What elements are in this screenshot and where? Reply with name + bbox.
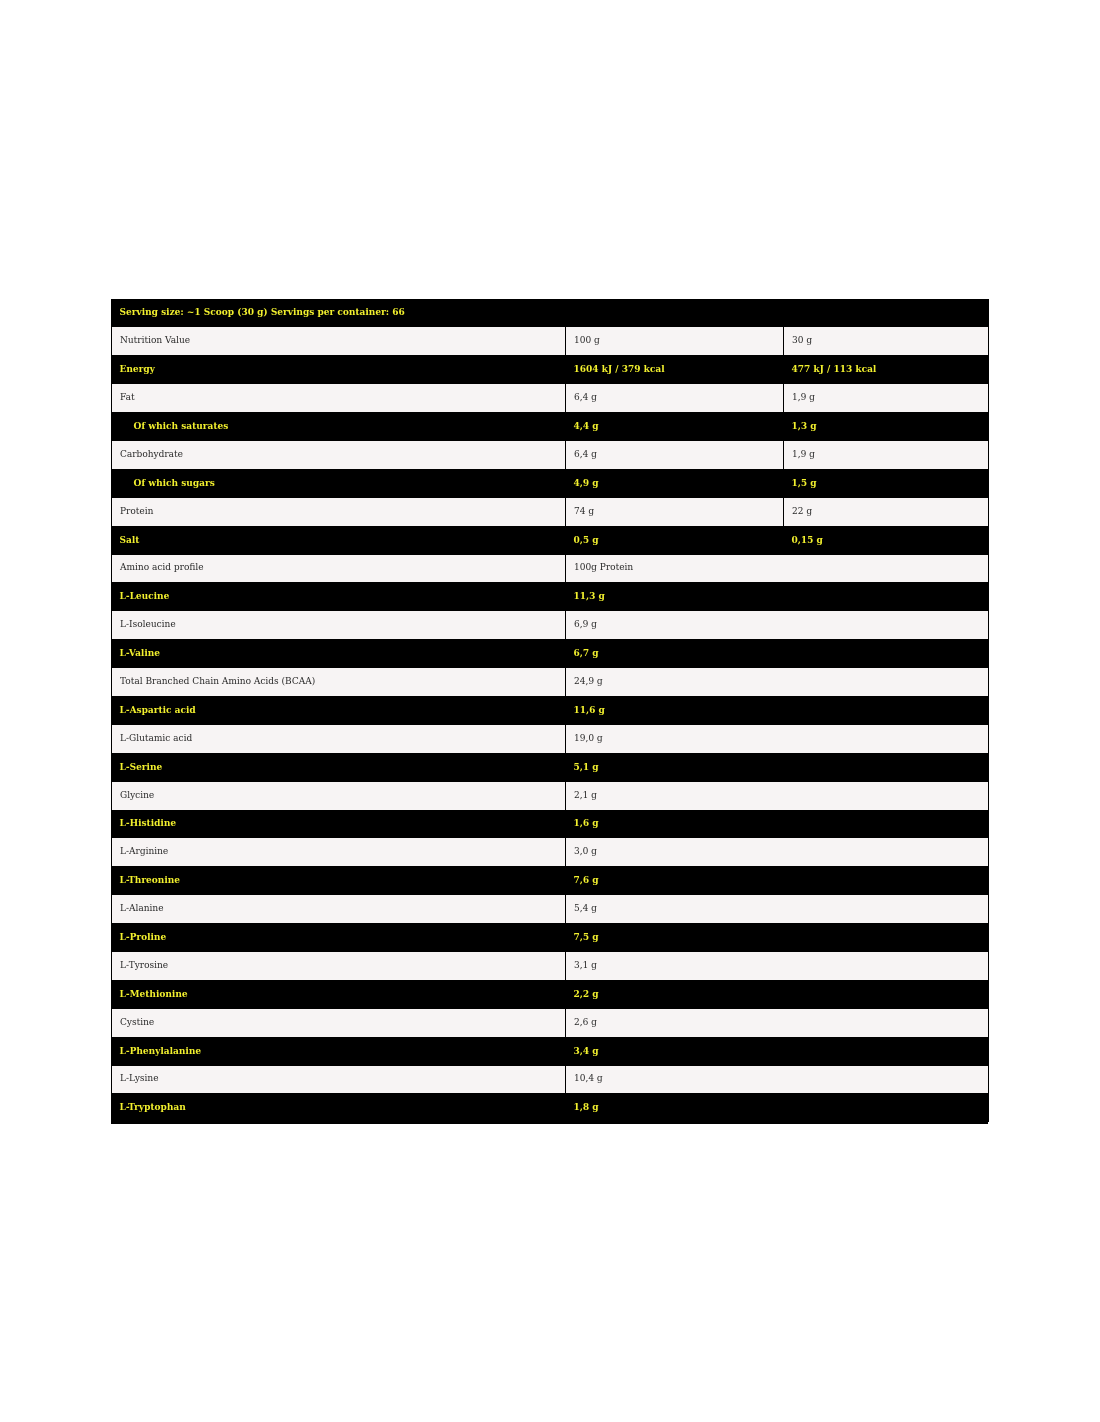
row-value: 2,1 g — [566, 782, 989, 810]
row-label: L-Tryptophan — [112, 1094, 566, 1122]
row-label: L-Proline — [112, 924, 566, 952]
table-row — [112, 725, 989, 753]
row-value: 1,6 g — [566, 810, 989, 838]
row-value: 19,0 g — [566, 725, 989, 753]
row-value: 5,1 g — [566, 753, 989, 781]
table-row — [112, 1094, 989, 1122]
row-label: Of which sugars — [112, 469, 566, 497]
row-label: L-Leucine — [112, 583, 566, 611]
table-row — [112, 1009, 989, 1037]
row-value: 100g Protein — [566, 555, 989, 583]
table-row — [112, 526, 989, 554]
table-row — [112, 555, 989, 583]
row-label: L-Threonine — [112, 867, 566, 895]
row-value: 11,3 g — [566, 583, 989, 611]
row-label: L-Lysine — [112, 1066, 566, 1094]
table-row — [112, 469, 989, 497]
table-row — [112, 413, 989, 441]
row-value: 2,2 g — [566, 980, 989, 1008]
row-value-30g: 1,5 g — [784, 469, 989, 497]
table-row — [112, 668, 989, 696]
table-row — [112, 611, 989, 639]
table-row — [112, 895, 989, 923]
row-value: 2,6 g — [566, 1009, 989, 1037]
row-label: L-Aspartic acid — [112, 696, 566, 724]
row-value-30g: 1,9 g — [784, 384, 989, 412]
row-label: Total Branched Chain Amino Acids (BCAA) — [112, 668, 566, 696]
row-value: 24,9 g — [566, 668, 989, 696]
row-label: L-Serine — [112, 753, 566, 781]
row-value-100g: 100 g — [566, 327, 784, 355]
row-label: Carbohydrate — [112, 441, 566, 469]
row-value-100g: 4,4 g — [566, 413, 784, 441]
row-value-100g: 74 g — [566, 498, 784, 526]
row-label: Salt — [112, 526, 566, 554]
row-label: L-Tyrosine — [112, 952, 566, 980]
table-row — [112, 952, 989, 980]
row-label: Energy — [112, 356, 566, 384]
table-row — [112, 924, 989, 952]
row-value: 5,4 g — [566, 895, 989, 923]
table-row — [112, 810, 989, 838]
table-row — [112, 356, 989, 384]
row-label: L-Arginine — [112, 838, 566, 866]
table-row — [112, 980, 989, 1008]
serving-size-row — [112, 299, 989, 327]
table-row — [112, 1066, 989, 1094]
table-row — [112, 1037, 989, 1065]
nutrition-table-panel — [111, 299, 988, 1124]
row-label: L-Isoleucine — [112, 611, 566, 639]
row-label: Protein — [112, 498, 566, 526]
row-value: 6,7 g — [566, 640, 989, 668]
row-value-100g: 1604 kJ / 379 kcal — [566, 356, 784, 384]
table-row — [112, 441, 989, 469]
row-label: Cystine — [112, 1009, 566, 1037]
serving-size-text: Serving size: ~1 Scoop (30 g) Servings per container: 66 — [112, 299, 989, 327]
row-value: 6,9 g — [566, 611, 989, 639]
row-value-100g: 0,5 g — [566, 526, 784, 554]
row-value-100g: 6,4 g — [566, 441, 784, 469]
row-label: L-Histidine — [112, 810, 566, 838]
row-value: 10,4 g — [566, 1066, 989, 1094]
row-value-100g: 4,9 g — [566, 469, 784, 497]
row-label: L-Phenylalanine — [112, 1037, 566, 1065]
row-value: 7,5 g — [566, 924, 989, 952]
row-label: Glycine — [112, 782, 566, 810]
row-label: L-Valine — [112, 640, 566, 668]
row-value: 7,6 g — [566, 867, 989, 895]
row-value: 11,6 g — [566, 696, 989, 724]
row-label: Fat — [112, 384, 566, 412]
row-value: 3,0 g — [566, 838, 989, 866]
row-label: Of which saturates — [112, 413, 566, 441]
row-value-100g: 6,4 g — [566, 384, 784, 412]
table-row — [112, 867, 989, 895]
table-row — [112, 583, 989, 611]
row-label: Amino acid profile — [112, 555, 566, 583]
row-value-30g: 1,3 g — [784, 413, 989, 441]
table-row — [112, 327, 989, 355]
nutrition-table — [111, 299, 989, 1122]
table-row — [112, 838, 989, 866]
row-label: L-Glutamic acid — [112, 725, 566, 753]
row-value: 1,8 g — [566, 1094, 989, 1122]
row-value-30g: 22 g — [784, 498, 989, 526]
row-label: L-Alanine — [112, 895, 566, 923]
table-row — [112, 640, 989, 668]
row-value-30g: 0,15 g — [784, 526, 989, 554]
row-value: 3,1 g — [566, 952, 989, 980]
table-row — [112, 498, 989, 526]
table-row — [112, 384, 989, 412]
row-value: 3,4 g — [566, 1037, 989, 1065]
row-label: L-Methionine — [112, 980, 566, 1008]
row-value-30g: 477 kJ / 113 kcal — [784, 356, 989, 384]
table-row — [112, 696, 989, 724]
row-value-30g: 1,9 g — [784, 441, 989, 469]
row-value-30g: 30 g — [784, 327, 989, 355]
row-label: Nutrition Value — [112, 327, 566, 355]
table-row — [112, 782, 989, 810]
table-row — [112, 753, 989, 781]
